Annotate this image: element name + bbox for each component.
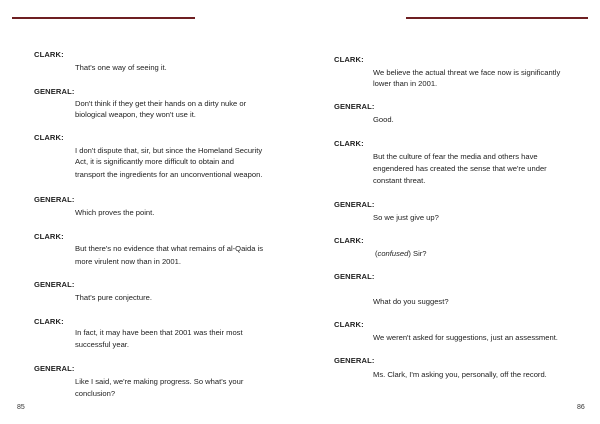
dialogue-line: Like I said, we're making progress. So what's your bbox=[75, 377, 244, 386]
dialogue-line: Act, it is significantly more difficult to obtain and bbox=[75, 157, 234, 166]
speaker-label: GENERAL: bbox=[334, 272, 375, 281]
speaker-label: GENERAL: bbox=[34, 364, 75, 373]
dialogue-line: engendered has created the sense that we're under bbox=[373, 164, 547, 173]
speaker-label: CLARK: bbox=[334, 139, 364, 148]
speaker-label: CLARK: bbox=[34, 232, 64, 241]
dialogue-line: constant threat. bbox=[373, 176, 426, 185]
dialogue-line: That's pure conjecture. bbox=[75, 293, 153, 302]
dialogue-line: That's one way of seeing it. bbox=[75, 63, 167, 72]
dialogue-line: But the culture of fear the media and others have bbox=[373, 152, 538, 161]
stage-direction: confused bbox=[377, 249, 409, 258]
dialogue-line: lower than in 2001. bbox=[373, 79, 438, 88]
speaker-label: CLARK: bbox=[334, 55, 364, 64]
dialogue-line: In fact, it may have been that 2001 was their most bbox=[75, 328, 243, 337]
dialogue-line: biological weapon, they won't use it. bbox=[75, 110, 196, 119]
speaker-label: GENERAL: bbox=[34, 87, 75, 96]
dialogue-line: We believe the actual threat we face now is significantly bbox=[373, 68, 561, 77]
speaker-label: GENERAL: bbox=[34, 195, 75, 204]
speaker-label: GENERAL: bbox=[334, 102, 375, 111]
speaker-label: GENERAL: bbox=[334, 356, 375, 365]
dialogue-line: more virulent now than in 2001. bbox=[75, 257, 181, 266]
dialogue-line: transport the ingredients for an unconventional weapon. bbox=[75, 170, 263, 179]
dialogue-line: Ms. Clark, I'm asking you, personally, off the record. bbox=[373, 370, 547, 379]
dialogue-line: Which proves the point. bbox=[75, 208, 155, 217]
page-number: 85 bbox=[17, 404, 25, 411]
speaker-label: GENERAL: bbox=[334, 200, 375, 209]
dialogue-line: Don't think if they get their hands on a dirty nuke or bbox=[75, 99, 247, 108]
speaker-label: CLARK: bbox=[34, 133, 64, 142]
top-rule bbox=[12, 17, 195, 19]
dialogue-line: So we just give up? bbox=[373, 213, 439, 222]
speaker-label: CLARK: bbox=[34, 317, 64, 326]
dialogue-line: Good. bbox=[373, 115, 394, 124]
right-page bbox=[300, 0, 600, 424]
dialogue-line: (confused) Sir? bbox=[375, 249, 427, 258]
speaker-label: CLARK: bbox=[334, 320, 364, 329]
top-rule bbox=[406, 17, 588, 19]
dialogue-line: But there's no evidence that what remains of al-Qaida is bbox=[75, 244, 264, 253]
dialogue-line: successful year. bbox=[75, 340, 130, 349]
page-number: 86 bbox=[577, 404, 585, 411]
dialogue-line: conclusion? bbox=[75, 389, 116, 398]
dialogue-text: Sir? bbox=[413, 249, 427, 258]
speaker-label: GENERAL: bbox=[34, 280, 75, 289]
speaker-label: CLARK: bbox=[334, 236, 364, 245]
dialogue-line: I don't dispute that, sir, but since the Homeland Security bbox=[75, 146, 263, 155]
speaker-label: CLARK: bbox=[34, 50, 64, 59]
dialogue-line: What do you suggest? bbox=[373, 297, 449, 306]
dialogue-line: We weren't asked for suggestions, just an assessment. bbox=[373, 333, 558, 342]
